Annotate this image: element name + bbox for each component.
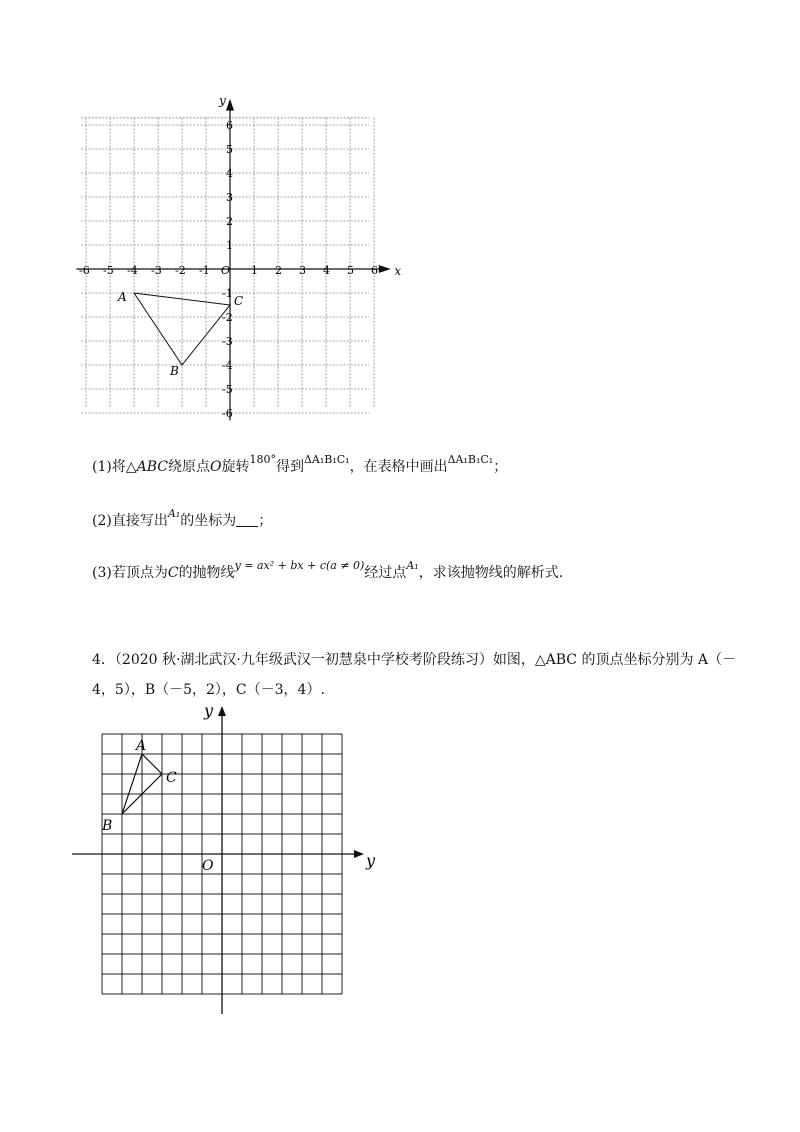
x-tick-label: -4	[127, 264, 138, 277]
y-axis-arrow	[218, 706, 226, 716]
y-tick-label: 3	[226, 191, 233, 204]
y-tick-label: 2	[226, 215, 233, 228]
origin-label: O	[202, 858, 214, 874]
origin-label: O	[221, 264, 231, 277]
y-tick-label: -4	[222, 359, 233, 372]
y-tick-label: -5	[222, 383, 233, 396]
y-tick-label: -6	[222, 407, 233, 420]
point-label-b: B	[170, 364, 179, 378]
x-tick-label: 1	[251, 264, 258, 277]
x-axis-label: y	[366, 851, 376, 870]
x-tick-label: -3	[151, 264, 162, 277]
x-axis-arrow	[354, 850, 364, 858]
x-tick-label: 5	[347, 264, 354, 277]
x-tick-label: -1	[199, 264, 210, 277]
x-tick-label: 3	[299, 264, 306, 277]
x-tick-label: -2	[175, 264, 186, 277]
coordinate-grid-2	[70, 701, 400, 1028]
q4-line2: 4，5），B（－5，2），C（－3，4）.	[92, 682, 325, 698]
x-tick-label: -6	[79, 264, 90, 277]
q4-line1: 4．（2020 秋·湖北武汉·九年级武汉一初慧泉中学校考阶段练习）如图，△ABC 的顶点坐标分别为 A（－	[92, 652, 737, 668]
y-tick-label: 6	[226, 119, 233, 132]
q3-part2: (2)直接写出$^{A_1}$的坐标为 ；	[92, 507, 273, 529]
x-tick-label: 6	[371, 264, 378, 277]
point-label-c: C	[234, 294, 244, 308]
y-tick-label: 5	[226, 143, 233, 156]
y-tick-label: -3	[222, 335, 233, 348]
point-label-a: A	[118, 290, 127, 304]
y-axis-arrow	[226, 99, 234, 111]
x-tick-label: -5	[103, 264, 114, 277]
q3-part1: (1)将△ABC绕原点O旋转$^{180^\circ}$得到$^{\Delta A_1B_1C_1}$，在表格中画出$^{\Delta A_1B_1C_1}$；	[92, 453, 508, 475]
q3-part3: (3)若顶点为C的抛物线$^{y = ax^2 + bx + c(a \ne 0)}$经过点$^{A_1}$，求该抛物线的解析式.	[92, 559, 564, 581]
y-tick-label: -1	[222, 287, 233, 300]
y-axis-label: y	[219, 93, 226, 108]
y-tick-label: 4	[226, 167, 233, 180]
point-label-b: B	[102, 818, 113, 834]
x-tick-label: 4	[323, 264, 330, 277]
x-axis-label: x	[394, 264, 402, 278]
y-axis-label: y	[204, 701, 214, 720]
y-tick-label: -2	[222, 311, 233, 324]
x-axis-arrow	[379, 265, 391, 273]
y-tick-label: 1	[226, 239, 233, 252]
coordinate-grid-1	[70, 95, 400, 425]
answer-blank	[236, 512, 258, 527]
point-label-c: C	[166, 770, 177, 786]
x-tick-label: 2	[275, 264, 282, 277]
point-label-a: A	[136, 738, 147, 754]
